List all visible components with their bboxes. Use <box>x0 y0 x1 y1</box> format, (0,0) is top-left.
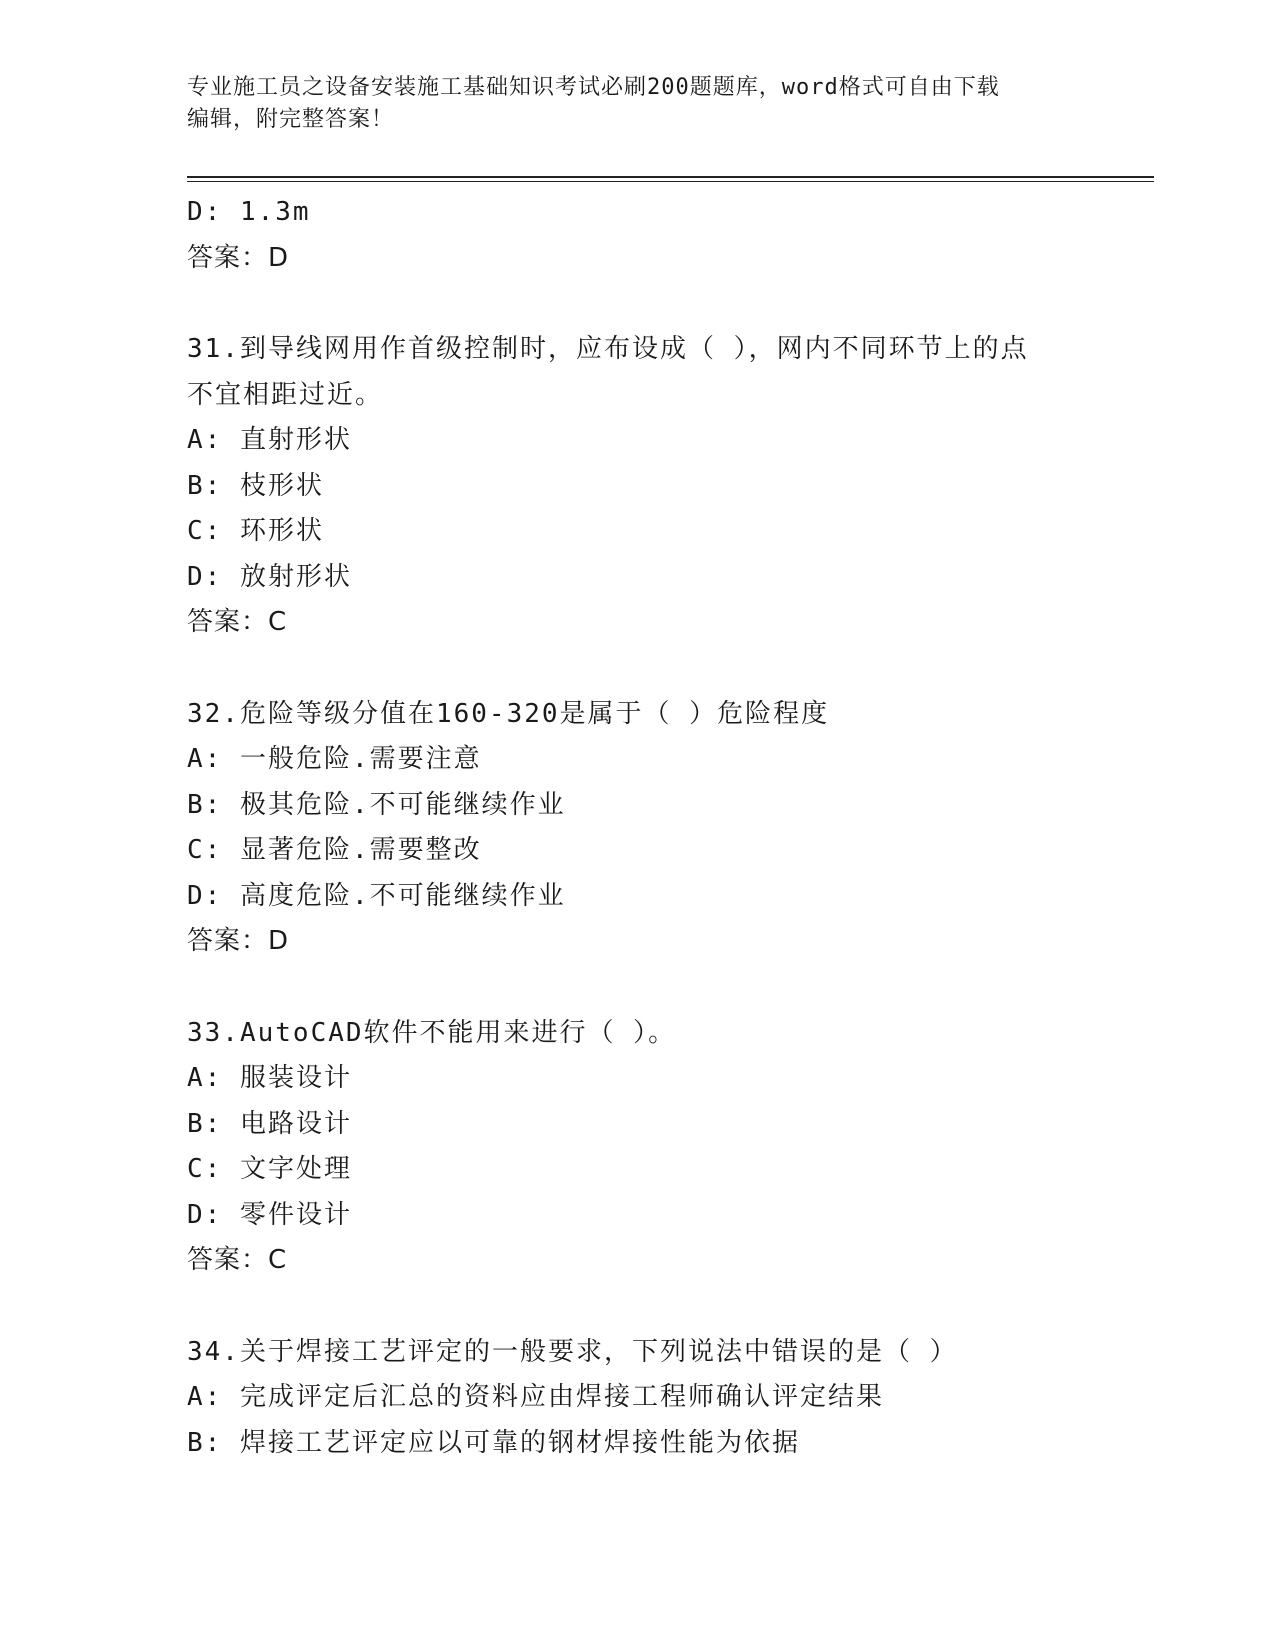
option-a: A: 直射形状 <box>187 425 352 455</box>
header-title-line-2: 编辑，附完整答案！ <box>187 107 395 132</box>
header-divider-thin <box>187 181 1154 182</box>
question-stem: 31.到导线网用作首级控制时，应布设成（ ），网内不同环节上的点 <box>187 334 1029 364</box>
header-divider-thick <box>187 176 1154 178</box>
document-header <box>187 72 1087 136</box>
question-33 <box>187 1011 1147 1284</box>
option-d: D: 放射形状 <box>187 561 352 592</box>
question-stem: 33.AutoCAD软件不能用来进行（ ）。 <box>187 1017 677 1048</box>
answer: 答案：C <box>187 1245 288 1275</box>
option-b: B: 电路设计 <box>187 1108 352 1139</box>
question-stem: 32.危险等级分值在160-320是属于（ ）危险程度 <box>187 698 830 729</box>
option-c: C: 显著危险.需要整改 <box>187 835 482 865</box>
prev-answer: 答案：D <box>187 242 290 273</box>
spacer <box>187 1284 1147 1330</box>
header-title-line-1: 专业施工员之设备安装施工基础知识考试必刷200题题库，word格式可自由下载 <box>187 75 1000 100</box>
spacer <box>187 965 1147 1011</box>
question-34 <box>187 1330 1147 1467</box>
option-b: B: 极其危险.不可能继续作业 <box>187 789 566 820</box>
option-c: C: 环形状 <box>187 516 324 546</box>
answer: 答案：D <box>187 926 290 956</box>
option-b: B: 焊接工艺评定应以可靠的钢材焊接性能为依据 <box>187 1427 800 1458</box>
option-c: C: 文字处理 <box>187 1154 352 1184</box>
option-a: A: 一般危险.需要注意 <box>187 744 482 774</box>
question-stem-continued: 不宜相距过近。 <box>187 379 384 410</box>
question-31 <box>187 327 1147 646</box>
option-d: D: 零件设计 <box>187 1199 352 1230</box>
option-d: D: 高度危险.不可能继续作业 <box>187 880 566 911</box>
option-a: A: 服装设计 <box>187 1063 352 1093</box>
question-list <box>187 190 1147 1466</box>
spacer <box>187 646 1147 692</box>
answer: 答案：C <box>187 607 288 637</box>
option-a: A: 完成评定后汇总的资料应由焊接工程师确认评定结果 <box>187 1382 884 1412</box>
prev-option-d: D: 1.3m <box>187 197 311 227</box>
question-stem: 34.关于焊接工艺评定的一般要求，下列说法中错误的是（ ） <box>187 1336 958 1367</box>
question-32 <box>187 692 1147 965</box>
option-b: B: 枝形状 <box>187 470 324 501</box>
spacer <box>187 281 1147 327</box>
